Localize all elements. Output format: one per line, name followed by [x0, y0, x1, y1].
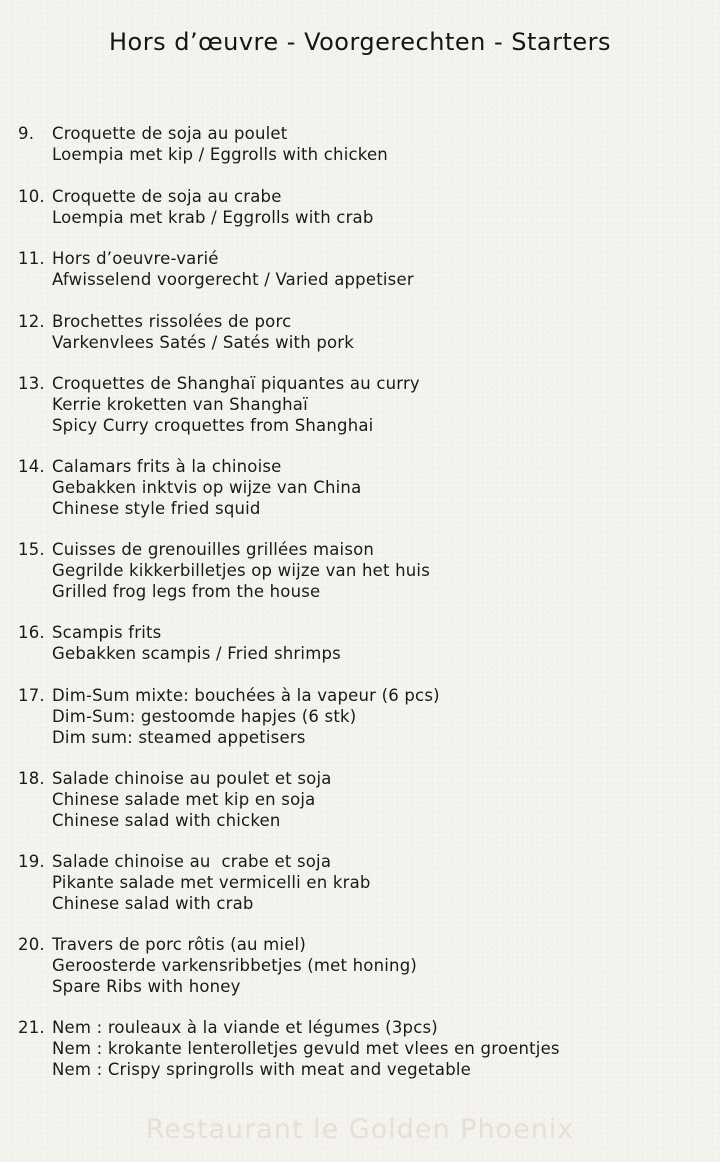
menu-item-text: Dim-Sum mixte: bouchées à la vapeur (6 pcs) — [52, 686, 440, 705]
menu-item — [18, 768, 332, 831]
restaurant-watermark: Restaurant le Golden Phoenix — [145, 1114, 575, 1145]
page-title: Hors d’œuvre - Voorgerechten - Starters — [108, 28, 612, 56]
menu-item-name-fr — [18, 456, 361, 477]
menu-item-number: 11. — [18, 249, 45, 268]
menu-item-text: Croquettes de Shanghaï piquantes au curry — [52, 374, 420, 393]
menu-item-number: 14. — [18, 457, 45, 476]
menu-item-name-fr — [18, 1017, 560, 1038]
menu-item-translation: Chinese style fried squid — [52, 499, 261, 518]
menu-item-text: Salade chinoise au crabe et soja — [52, 852, 332, 871]
menu-item-number: 18. — [18, 769, 45, 788]
menu-item-text: Travers de porc rôtis (au miel) — [52, 935, 306, 954]
menu-item-name-fr — [18, 123, 388, 144]
menu-item-number: 12. — [18, 312, 45, 331]
menu-item-translation: Nem : Crispy springrolls with meat and vegetable — [52, 1060, 471, 1079]
menu-item-translation: Grilled frog legs from the house — [52, 582, 321, 601]
menu-item-number: 20. — [18, 935, 45, 954]
menu-item-text: Salade chinoise au poulet et soja — [52, 769, 332, 788]
menu-item — [18, 311, 354, 353]
menu-item-translation: Pikante salade met vermicelli en krab — [52, 873, 371, 892]
menu-item — [18, 934, 417, 997]
menu-item-name-fr — [18, 851, 371, 872]
menu-item-text: Cuisses de grenouilles grillées maison — [52, 540, 375, 559]
menu-item-translation: Spicy Curry croquettes from Shanghai — [52, 416, 374, 435]
menu-item-name-fr — [18, 685, 440, 706]
menu-item-translation: Varkenvlees Satés / Satés with pork — [52, 333, 355, 352]
menu-item-name-fr — [18, 311, 354, 332]
menu-item-translation: Chinese salad with chicken — [52, 811, 281, 830]
menu-item-name-fr — [18, 539, 430, 560]
menu-item-translation: Gegrilde kikkerbilletjes op wijze van het huis — [52, 561, 430, 580]
menu-item — [18, 685, 440, 748]
menu-item-translation: Gebakken scampis / Fried shrimps — [52, 644, 341, 663]
menu-item-text: Croquette de soja au poulet — [52, 124, 288, 143]
menu-item-name-fr — [18, 248, 414, 269]
menu-item-number: 10. — [18, 187, 45, 206]
menu-item-translation: Loempia met krab / Eggrolls with crab — [52, 208, 374, 227]
menu-item — [18, 1017, 560, 1080]
menu-item-number: 13. — [18, 374, 45, 393]
menu-item-text: Scampis frits — [52, 623, 162, 642]
menu-item-name-fr — [18, 186, 374, 207]
menu-item-name-fr — [18, 934, 417, 955]
menu-item — [18, 186, 374, 228]
menu-item — [18, 622, 341, 664]
menu-item-number: 17. — [18, 686, 45, 705]
menu-item-translation: Dim sum: steamed appetisers — [52, 728, 306, 747]
menu-item-translation: Afwisselend voorgerecht / Varied appetiser — [52, 270, 414, 289]
menu-item-translation: Spare Ribs with honey — [52, 977, 241, 996]
menu-item-name-fr — [18, 768, 332, 789]
menu-item-text: Calamars frits à la chinoise — [52, 457, 282, 476]
menu-item-text: Hors d’oeuvre-varié — [52, 249, 219, 268]
menu-item-number: 15. — [18, 540, 45, 559]
menu-item-text: Croquette de soja au crabe — [52, 187, 282, 206]
menu-item-number: 19. — [18, 852, 45, 871]
menu-item-text: Nem : rouleaux à la viande et légumes (3pcs) — [52, 1018, 438, 1037]
menu-item — [18, 851, 371, 914]
menu-item-translation: Gebakken inktvis op wijze van China — [52, 478, 362, 497]
menu-item-name-fr — [18, 622, 341, 643]
menu-item-translation: Kerrie kroketten van Shanghaï — [52, 395, 308, 414]
menu-item-number: 9. — [18, 124, 35, 143]
menu-item — [18, 456, 361, 519]
menu-item-translation: Nem : krokante lenterolletjes gevuld met vlees en groentjes — [52, 1039, 560, 1058]
menu-item-number: 21. — [18, 1018, 45, 1037]
menu-item-translation: Geroosterde varkensribbetjes (met honing) — [52, 956, 418, 975]
menu-item — [18, 248, 414, 290]
menu-item — [18, 123, 388, 165]
menu-item-translation: Loempia met kip / Eggrolls with chicken — [52, 145, 388, 164]
menu-item — [18, 539, 430, 602]
menu-item-translation: Chinese salad with crab — [52, 894, 254, 913]
menu-item-translation: Chinese salade met kip en soja — [52, 790, 316, 809]
menu-item-name-fr — [18, 373, 420, 394]
menu-item-translation: Dim-Sum: gestoomde hapjes (6 stk) — [52, 707, 357, 726]
menu-item — [18, 373, 420, 436]
menu-item-number: 16. — [18, 623, 45, 642]
menu-item-text: Brochettes rissolées de porc — [52, 312, 292, 331]
